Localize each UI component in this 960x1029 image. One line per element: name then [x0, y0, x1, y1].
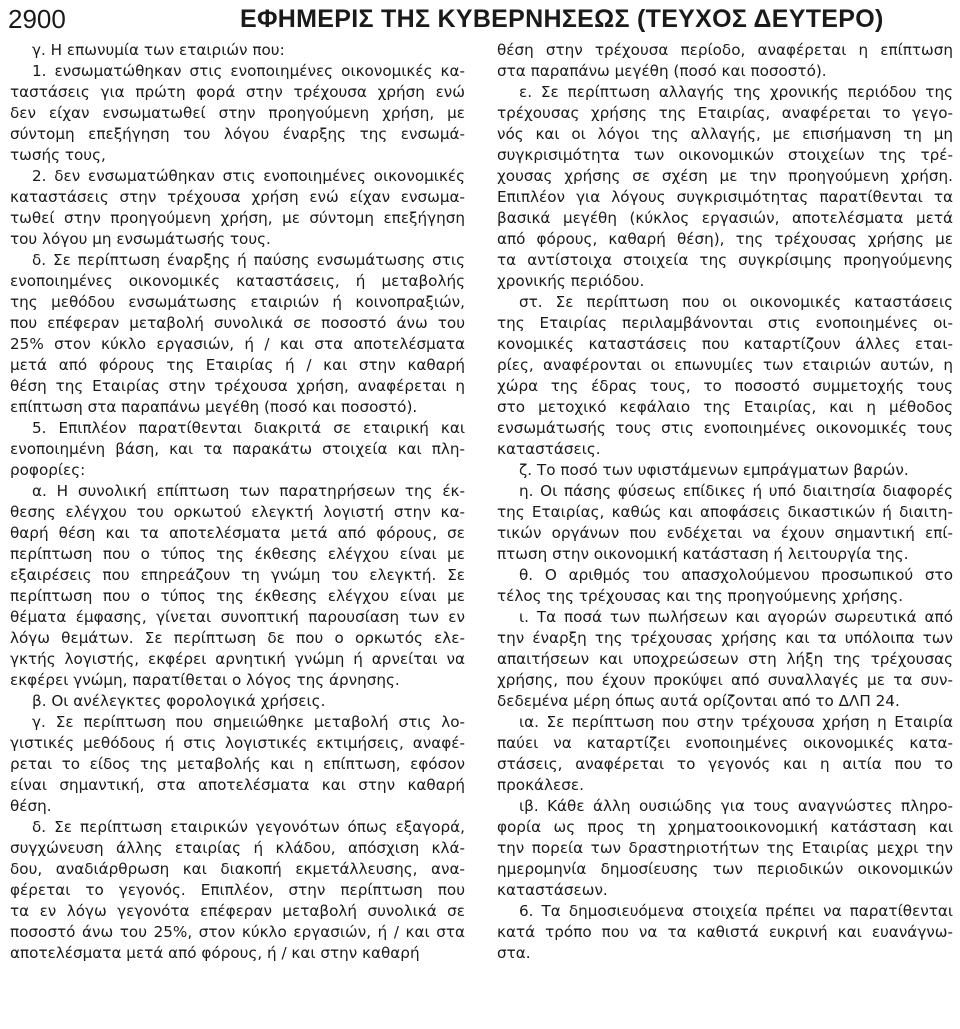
text-line: συγκρισιμότητα των οικονομικών στοιχείων της τρέ-: [497, 146, 953, 164]
text-line: στ. Σε περίπτωση που οι οικονομικές καταστάσεις: [519, 293, 953, 311]
text-line: εξαιρέσεις που επηρεάζουν τη γνώμη του ελεγκτή. Σε: [10, 566, 465, 584]
text-line: δ. Σε περίπτωση εταιρικών γεγονότων όπως εξαγορά,: [32, 818, 465, 836]
text-line: ταστάσεις για πρώτη φορά στην τρέχουσα χρήση ενώ: [10, 83, 465, 101]
text-line: ροφορίες:: [10, 461, 86, 479]
text-line: δεν είχαν ενσωματωθεί στην προηγούμενη χρήση, με: [10, 104, 465, 122]
text-line: προκάλεσε.: [497, 776, 584, 794]
text-line: σύντομη επεξήγηση του λόγου έναρξης της ενσωμά-: [10, 125, 465, 143]
text-line: γιστικές μεθόδους ή στις λογιστικές εκτιμήσεις, αναφέ-: [10, 734, 465, 752]
text-line: αποτελέσματα μετά από φόρους, ή / και στην καθαρή: [10, 944, 420, 962]
text-line: ζ. Το ποσό των υφιστάμενων εμπράγματων βαρών.: [519, 461, 909, 479]
text-line: 25% στον κύκλο εργασιών, ή / και στα αποτελέσματα: [10, 335, 465, 353]
text-line: γκτής λογιστής, εκφέρει αρνητική γνώμη ή αρνείται να: [10, 650, 465, 668]
text-line: Επιπλέον για λόγους συγκρισιμότητας παρατίθενται τα: [497, 188, 953, 206]
text-line: ενοποιημένη βάση, και τα παρακάτω στοιχεία και πλη-: [10, 440, 465, 458]
text-line: χώρα της έδρας τους, το ποσοστό συμμετοχής τους: [497, 377, 953, 395]
text-line: β. Οι ανέλεγκτες φορολογικά χρήσεις.: [32, 692, 326, 710]
text-line: νός και οι λόγοι της αλλαγής, με επισήμανση τη μη: [497, 125, 953, 143]
text-line: 1. ενσωματώθηκαν στις ενοποιημένες οικονομικές κα-: [32, 62, 465, 80]
text-line: είναι σημαντική, στα αποτελέσματα και στην καθαρή: [10, 776, 465, 794]
text-line: καταστάσεις στην τρέχουσα χρήση ενώ είχαν ενσωμα-: [10, 188, 465, 206]
text-line: στο μετοχικό κεφάλαιο της Εταιρίας, και η μέθοδος: [497, 398, 953, 416]
page-header: [0, 0, 960, 40]
text-line: γ. Η επωνυμία των εταιριών που:: [32, 41, 285, 59]
text-line: τέλος της τρέχουσας και της προηγούμενης χρήσης.: [497, 587, 904, 605]
text-line: τωσής τους,: [10, 146, 106, 164]
text-line: τα εν λόγω γεγονότα επέφεραν μεταβολή συνολικά σε: [10, 902, 465, 920]
text-line: της Εταιρίας περιλαμβάνονται στις ενοποιημένες οι-: [497, 314, 953, 332]
text-line: θέση.: [10, 797, 52, 815]
text-line: επίπτωση στα παραπάνω μεγέθη (ποσό και ποσοστό).: [10, 398, 418, 416]
text-line: που επέφεραν μεταβολή συνολικά σε ποσοστό άνω του: [10, 314, 465, 332]
text-line: χρήσης, που έχουν προκύψει από συναλλαγές με τα συν-: [497, 671, 953, 689]
text-line: ημερομηνία δημοσίευσης των περιοδικών οικονομικών: [497, 860, 953, 878]
text-line: την έναρξη της τρέχουσας χρήσης και τα υπόλοιπα των: [497, 629, 953, 647]
right-text-column: [497, 40, 953, 964]
text-line: καταστάσεων.: [497, 881, 608, 899]
text-line: στα παραπάνω μεγέθη (ποσό και ποσοστό).: [497, 62, 827, 80]
text-line: δου, αναδιάρθρωση και διακοπή εκμετάλλευσης, ανα-: [10, 860, 465, 878]
text-line: κονομικές καταστάσεις που καταρτίζουν άλλες εται-: [497, 335, 953, 353]
text-line: ι. Τα ποσά των πωλήσεων και αγορών σωρευτικά από: [519, 608, 953, 626]
text-line: η. Οι πάσης φύσεως επίδικες ή υπό διαιτησία διαφορές: [519, 482, 953, 500]
text-line: τρέχουσας χρήσης της Εταιρίας, αναφέρεται το γεγο-: [497, 104, 953, 122]
text-line: ε. Σε περίπτωση αλλαγής της χρονικής περιόδου της: [519, 83, 953, 101]
text-line: ποσοστό άνω του 25%, στον κύκλο εργασιών, ή / και στα: [10, 923, 465, 941]
text-line: μετά από φόρους της Εταιρίας ή / και στην καθαρή: [10, 356, 465, 374]
text-line: καταστάσεις.: [497, 440, 601, 458]
text-line: θέματα έμφασης, γίνεται συνοπτική παρουσίαση των εν: [10, 608, 465, 626]
text-line: τα αντίστοιχα στοιχεία της συγκρίσιμης προηγούμενης: [497, 251, 953, 269]
text-line: ρεται το είδος της μεταβολής και η επίπτωση, εφόσον: [10, 755, 465, 773]
text-line: φέρεται το γεγονός. Επιπλέον, στην περίπτωση που: [10, 881, 465, 899]
text-line: εκφέρει γνώμη, παρατίθεται ο λόγος της άρνησης.: [10, 671, 400, 689]
text-line: θαρή θέση και τα αποτελέσματα μετά από φόρους, σε: [10, 524, 465, 542]
text-line: λόγω θεμάτων. Σε περίπτωση δε που ο ορκωτός ελε-: [10, 629, 465, 647]
text-line: ια. Σε περίπτωση που στην τρέχουσα χρήση η Εταιρία: [519, 713, 953, 731]
text-line: την πορεία των δραστηριοτήτων της Εταιρίας μεχρι την: [497, 839, 953, 857]
text-line: δ. Σε περίπτωση έναρξης ή παύσης ενσωμάτωσης στις: [32, 251, 465, 269]
journal-title: ΕΦΗΜΕΡΙΣ ΤΗΣ ΚΥΒΕΡΝΗΣΕΩΣ (ΤΕΥΧΟΣ ΔΕΥΤΕΡΟ): [240, 5, 884, 33]
text-line: του λόγου μη ενσωμάτωσής τους.: [10, 230, 271, 248]
text-line: συγχώνευση άλλης εταιρίας ή κλάδου, απόσχιση κλά-: [10, 839, 465, 857]
text-line: 6. Τα δημοσιευόμενα στοιχεία πρέπει να παρατίθενται: [519, 902, 953, 920]
text-line: ρίες, αναφέρονται οι επωνυμίες των εταιριών αυτών, η: [497, 356, 953, 374]
text-line: της μεθόδου ενσωμάτωσης εταιριών ή κοινοπραξιών,: [10, 293, 465, 311]
text-line: στα.: [497, 944, 531, 962]
text-line: βασικά μεγέθη (κύκλος εργασιών, αποτελέσματα μετά: [497, 209, 953, 227]
text-line: χουσας χρήσης σε σχέση με την προηγούμενη χρήση.: [497, 167, 953, 185]
text-line: θεσης ελέγχου του ορκωτού ελεγκτή λογιστή στην κα-: [10, 503, 465, 521]
text-line: από φόρους, καθαρή θέση), της τρέχουσας χρήσης με: [497, 230, 953, 248]
text-line: γ. Σε περίπτωση που σημειώθηκε μεταβολή στις λο-: [32, 713, 465, 731]
text-line: περίπτωση που ο τύπος της έκθεσης ελέγχου είναι με: [10, 545, 465, 563]
text-line: 5. Επιπλέον παρατίθενται διακριτά σε εταιρική και: [32, 419, 465, 437]
text-line: παύει να καταρτίζει ενοποιημένες οικονομικές κατα-: [497, 734, 953, 752]
text-line: κατά τρόπο που να τα καθιστά ευκρινή και ευανάγνω-: [497, 923, 953, 941]
text-line: πτωση στην οικονομική κατάσταση ή λειτουργία της.: [497, 545, 909, 563]
text-line: δεδεμένα μέρη όπως αυτά ορίζονται από το ΔΛΠ 24.: [497, 692, 900, 710]
text-line: θέση της Εταιρίας στην τρέχουσα χρήση, αναφέρεται η: [10, 377, 465, 395]
text-line: τικών οργάνων που ενδέχεται να έχουν σημαντική επί-: [497, 524, 953, 542]
text-line: απαιτήσεων και υποχρεώσεων στη λήξη της τρέχουσας: [497, 650, 953, 668]
text-line: 2. δεν ενσωματώθηκαν στις ενοποιημένες οικονομικές: [32, 167, 465, 185]
text-line: στάσεις, αναφέρεται το γεγονός και η αιτία που το: [497, 755, 953, 773]
page-number: 2900: [8, 4, 66, 34]
text-line: α. Η συνολική επίπτωση των παρατηρήσεων της έκ-: [32, 482, 465, 500]
text-line: θέση στην τρέχουσα περίοδο, αναφέρεται η επίπτωση: [497, 41, 953, 59]
text-line: ενσωμάτωσής τους στις ενοποιημένες οικονομικές τους: [497, 419, 953, 437]
text-line: θ. Ο αριθμός του απασχολούμενου προσωπικού στο: [519, 566, 953, 584]
text-line: ενοποιημένες οικονομικές καταστάσεις, ή μεταβολής: [10, 272, 465, 290]
text-line: περίπτωση που ο τύπος της έκθεσης ελέγχου είναι με: [10, 587, 465, 605]
text-line: χρονικής περιόδου.: [497, 272, 645, 290]
text-line: ιβ. Κάθε άλλη ουσιώδης για τους αναγνώστες πληρο-: [519, 797, 953, 815]
left-text-column: [10, 40, 465, 964]
text-line: τωθεί στην προηγούμενη χρήση, με σύντομη επεξήγηση: [10, 209, 465, 227]
text-line: της Εταιρίας, καθώς και αποφάσεις δικαστικών ή διαιτη-: [497, 503, 953, 521]
text-line: φορία ως προς τη χρηματοοικονομική κατάσταση και: [497, 818, 953, 836]
